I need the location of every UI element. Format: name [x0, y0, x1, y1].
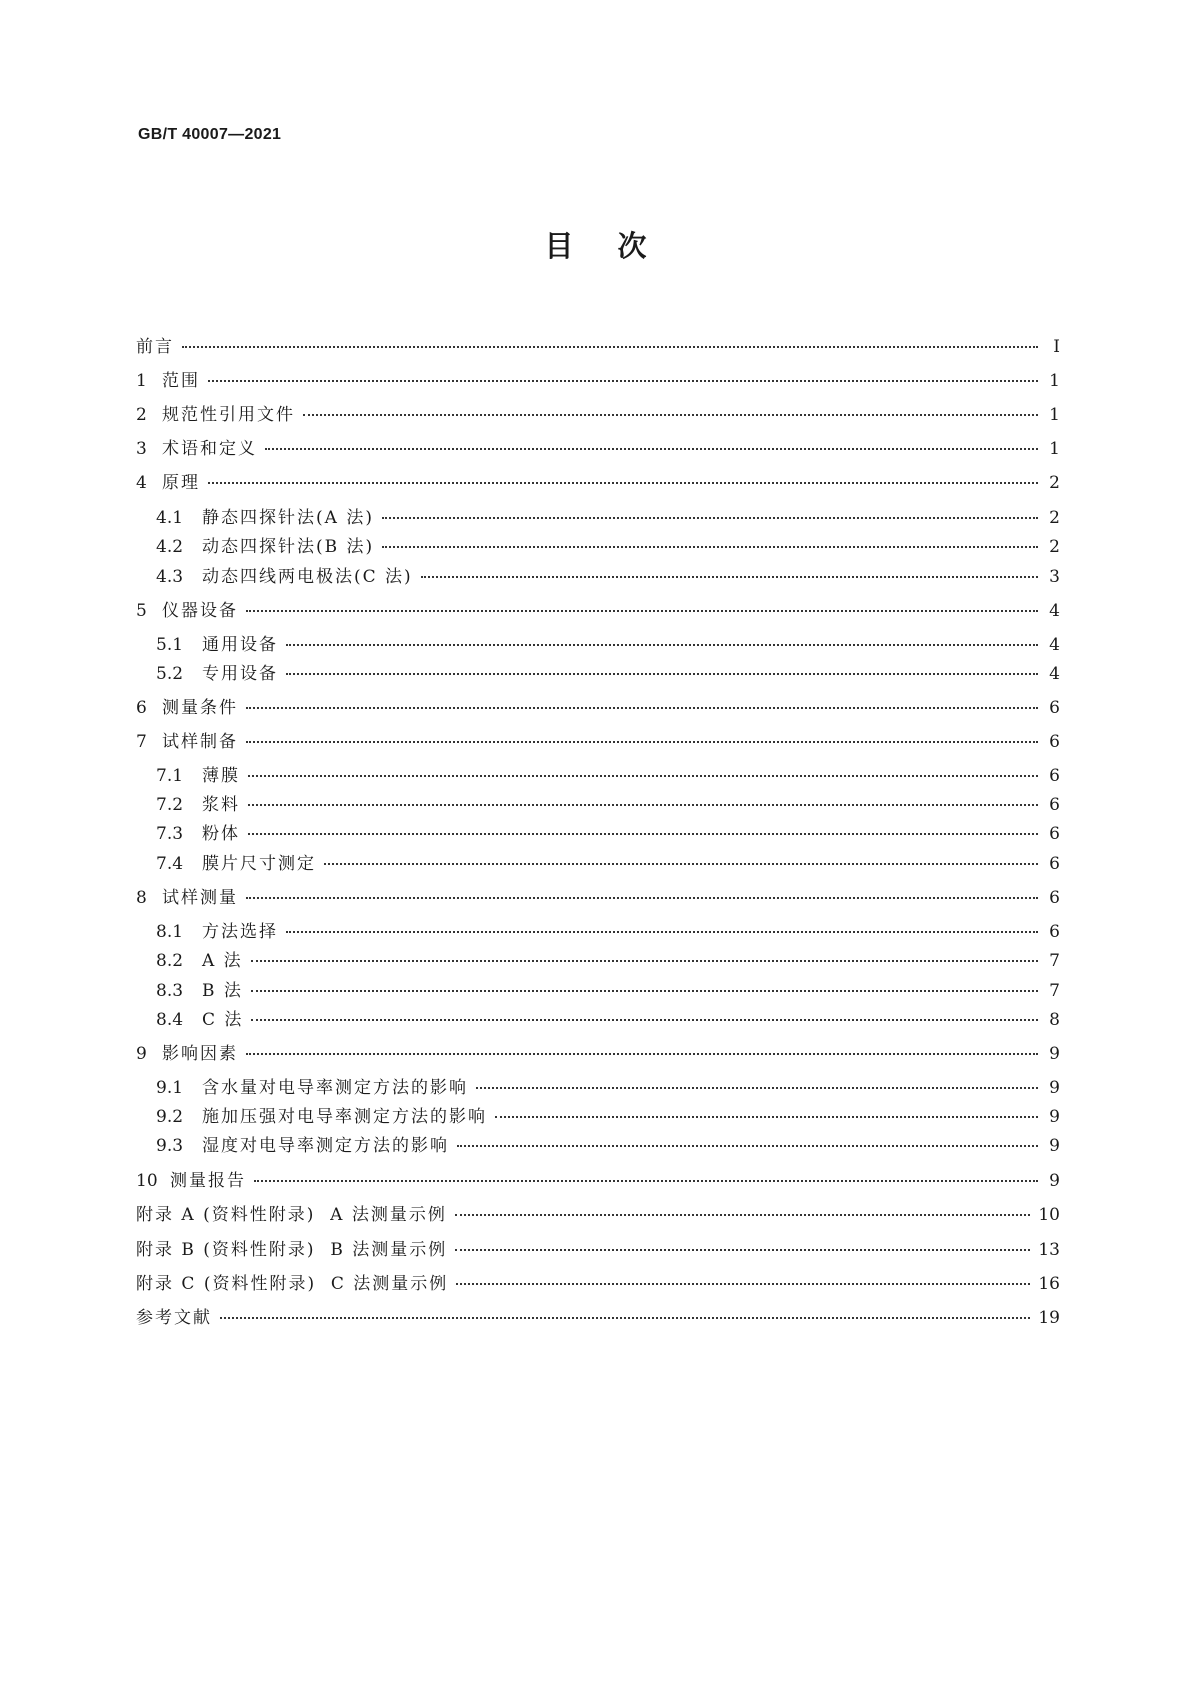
- toc-entry-label: 原理: [162, 473, 200, 493]
- toc-entry[interactable]: [156, 920, 1060, 944]
- toc-entry-page: 6: [1049, 922, 1060, 942]
- toc-entry[interactable]: [136, 335, 1060, 359]
- dot-leader: [476, 1087, 1038, 1089]
- toc-entry-number: 4.3: [156, 567, 184, 587]
- toc-entry-number: 4: [136, 473, 147, 493]
- toc-entry[interactable]: [156, 1134, 1060, 1158]
- toc-entry-page: 3: [1049, 567, 1060, 587]
- toc-entry-label: 试样制备: [162, 732, 238, 752]
- toc-entry-label: 术语和定义: [162, 439, 257, 459]
- toc-entry-label: 试样测量: [162, 888, 238, 908]
- page-title: 目次: [544, 229, 691, 263]
- standard-code: GB/T 40007—2021: [138, 126, 282, 143]
- toc-entry-label: 参考文献: [136, 1308, 212, 1328]
- toc-entry[interactable]: [136, 1169, 1060, 1193]
- toc-entry-page: 2: [1049, 508, 1060, 528]
- toc-entry-label: 附录 A (资料性附录) A 法测量示例: [136, 1205, 447, 1225]
- toc-entry[interactable]: [156, 1105, 1060, 1129]
- toc-entry-number: 4.2: [156, 537, 184, 557]
- dot-leader: [286, 931, 1038, 933]
- toc-entry[interactable]: [136, 437, 1060, 461]
- toc-entry-label: 前言: [136, 337, 174, 357]
- dot-leader: [251, 990, 1038, 992]
- toc-entry-label: 测量条件: [162, 698, 238, 718]
- toc-entry-page: 6: [1049, 854, 1060, 874]
- toc-entry-page: 4: [1049, 635, 1060, 655]
- toc-entry[interactable]: [156, 633, 1060, 657]
- toc-entry-page: 7: [1049, 951, 1060, 971]
- toc-entry-number: 7.4: [156, 854, 184, 874]
- toc-entry-label: 含水量对电导率测定方法的影响: [202, 1078, 468, 1098]
- toc-entry-label: 浆料: [202, 795, 240, 815]
- toc-entry-page: Ⅰ: [1053, 337, 1060, 357]
- toc-entry[interactable]: [156, 852, 1060, 876]
- toc-entry[interactable]: [136, 403, 1060, 427]
- toc-entry-label: 附录 B (资料性附录) B 法测量示例: [136, 1240, 448, 1260]
- dot-leader: [457, 1145, 1038, 1147]
- toc-entry[interactable]: [136, 1238, 1060, 1262]
- toc-entry[interactable]: [136, 696, 1060, 720]
- toc-entry-page: 2: [1049, 473, 1060, 493]
- toc-entry-number: 4.1: [156, 508, 184, 528]
- toc-entry-page: 1: [1049, 405, 1060, 425]
- dot-leader: [246, 610, 1038, 612]
- toc-entry-number: 10: [136, 1171, 158, 1191]
- dot-leader: [456, 1283, 1030, 1285]
- dot-leader: [324, 863, 1038, 865]
- toc-entry-label: 动态四探针法(B 法): [202, 537, 375, 557]
- dot-leader: [220, 1317, 1030, 1319]
- dot-leader: [303, 414, 1038, 416]
- toc-entry-label: 方法选择: [202, 922, 278, 942]
- dot-leader: [455, 1249, 1030, 1251]
- toc-entry[interactable]: [156, 535, 1060, 559]
- toc-entry-label: 测量报告: [170, 1171, 246, 1191]
- toc-entry-number: 9: [136, 1044, 147, 1064]
- toc-entry[interactable]: [136, 1306, 1060, 1330]
- toc-entry-number: 9.2: [156, 1107, 184, 1127]
- toc-entry[interactable]: [156, 565, 1060, 589]
- toc-entry[interactable]: [136, 730, 1060, 754]
- dot-leader: [421, 576, 1038, 578]
- toc-entry[interactable]: [136, 471, 1060, 495]
- toc-entry-page: 4: [1049, 664, 1060, 684]
- toc-entry-page: 2: [1049, 537, 1060, 557]
- dot-leader: [248, 804, 1038, 806]
- toc-entry-number: 5.1: [156, 635, 184, 655]
- toc-entry-page: 6: [1049, 732, 1060, 752]
- toc-entry[interactable]: [156, 822, 1060, 846]
- dot-leader: [246, 707, 1038, 709]
- toc-entry-label: C 法: [202, 1010, 244, 1030]
- toc-entry-label: 规范性引用文件: [162, 405, 295, 425]
- dot-leader: [286, 673, 1038, 675]
- toc-entry-page: 13: [1038, 1240, 1060, 1260]
- toc-entry[interactable]: [156, 662, 1060, 686]
- toc-entry-number: 8.3: [156, 981, 184, 1001]
- dot-leader: [251, 960, 1038, 962]
- toc-entry-number: 7.2: [156, 795, 184, 815]
- toc-entry-label: 专用设备: [202, 664, 278, 684]
- toc-entry[interactable]: [156, 506, 1060, 530]
- toc-entry-label: B 法: [202, 981, 243, 1001]
- toc-entry[interactable]: [156, 979, 1060, 1003]
- toc-entry-page: 7: [1049, 981, 1060, 1001]
- toc-entry-page: 9: [1049, 1078, 1060, 1098]
- toc-entry-label: 粉体: [202, 824, 240, 844]
- dot-leader: [251, 1019, 1038, 1021]
- toc-entry[interactable]: [156, 764, 1060, 788]
- toc-entry[interactable]: [136, 1042, 1060, 1066]
- toc-entry-number: 8.2: [156, 951, 184, 971]
- toc-entry-label: 湿度对电导率测定方法的影响: [202, 1136, 449, 1156]
- toc-entry-label: 薄膜: [202, 766, 240, 786]
- dot-leader: [208, 482, 1038, 484]
- toc-entry[interactable]: [156, 949, 1060, 973]
- dot-leader: [246, 897, 1038, 899]
- toc-entry-page: 9: [1049, 1107, 1060, 1127]
- toc-entry[interactable]: [136, 1272, 1060, 1296]
- dot-leader: [495, 1116, 1038, 1118]
- dot-leader: [286, 644, 1038, 646]
- toc-entry-page: 9: [1049, 1044, 1060, 1064]
- toc-entry[interactable]: [136, 369, 1060, 393]
- toc-entry[interactable]: [136, 599, 1060, 623]
- dot-leader: [382, 517, 1038, 519]
- toc-entry[interactable]: [156, 793, 1060, 817]
- dot-leader: [182, 346, 1038, 348]
- toc-entry-label: 静态四探针法(A 法): [202, 508, 374, 528]
- toc-entry-page: 10: [1038, 1205, 1060, 1225]
- toc-entry-number: 8.4: [156, 1010, 184, 1030]
- toc-entry[interactable]: [156, 1008, 1060, 1032]
- toc-entry[interactable]: [156, 1076, 1060, 1100]
- toc-entry-page: 6: [1049, 888, 1060, 908]
- toc-entry-page: 4: [1049, 601, 1060, 621]
- toc-entry-label: 仪器设备: [162, 601, 238, 621]
- toc-entry-page: 9: [1049, 1136, 1060, 1156]
- toc-entry-number: 9.1: [156, 1078, 184, 1098]
- toc-entry-number: 7: [136, 732, 147, 752]
- toc-entry-page: 16: [1038, 1274, 1060, 1294]
- toc-entry-number: 7.1: [156, 766, 184, 786]
- toc-entry-label: 附录 C (资料性附录) C 法测量示例: [136, 1274, 449, 1294]
- toc-entry-number: 1: [136, 371, 147, 391]
- toc-entry[interactable]: [136, 1203, 1060, 1227]
- toc-entry-page: 6: [1049, 766, 1060, 786]
- toc-entry-page: 19: [1038, 1308, 1060, 1328]
- toc-entry-label: 施加压强对电导率测定方法的影响: [202, 1107, 487, 1127]
- toc-entry-number: 7.3: [156, 824, 184, 844]
- toc-entry-page: 6: [1049, 824, 1060, 844]
- dot-leader: [248, 775, 1038, 777]
- toc-entry-number: 8: [136, 888, 147, 908]
- toc-entry-page: 1: [1049, 371, 1060, 391]
- toc-entry-label: 影响因素: [162, 1044, 238, 1064]
- toc-entry-label: A 法: [202, 951, 243, 971]
- toc-entry-page: 8: [1049, 1010, 1060, 1030]
- toc-entry-label: 通用设备: [202, 635, 278, 655]
- dot-leader: [246, 741, 1038, 743]
- toc-entry-page: 9: [1049, 1171, 1060, 1191]
- dot-leader: [382, 546, 1038, 548]
- toc-entry-page: 1: [1049, 439, 1060, 459]
- toc-entry-number: 2: [136, 405, 147, 425]
- toc-entry-number: 5: [136, 601, 147, 621]
- dot-leader: [455, 1214, 1031, 1216]
- toc-entry-number: 8.1: [156, 922, 184, 942]
- toc-entry-number: 3: [136, 439, 147, 459]
- dot-leader: [248, 833, 1038, 835]
- toc-entry-number: 9.3: [156, 1136, 184, 1156]
- toc-entry-label: 动态四线两电极法(C 法): [202, 567, 413, 587]
- toc-entry-number: 5.2: [156, 664, 184, 684]
- toc-entry-label: 范围: [162, 371, 200, 391]
- dot-leader: [265, 448, 1038, 450]
- toc-entry-label: 膜片尺寸测定: [202, 854, 316, 874]
- toc-entry[interactable]: [136, 886, 1060, 910]
- dot-leader: [254, 1180, 1038, 1182]
- toc-entry-page: 6: [1049, 795, 1060, 815]
- dot-leader: [246, 1053, 1038, 1055]
- toc-entry-number: 6: [136, 698, 147, 718]
- toc-entry-page: 6: [1049, 698, 1060, 718]
- dot-leader: [208, 380, 1038, 382]
